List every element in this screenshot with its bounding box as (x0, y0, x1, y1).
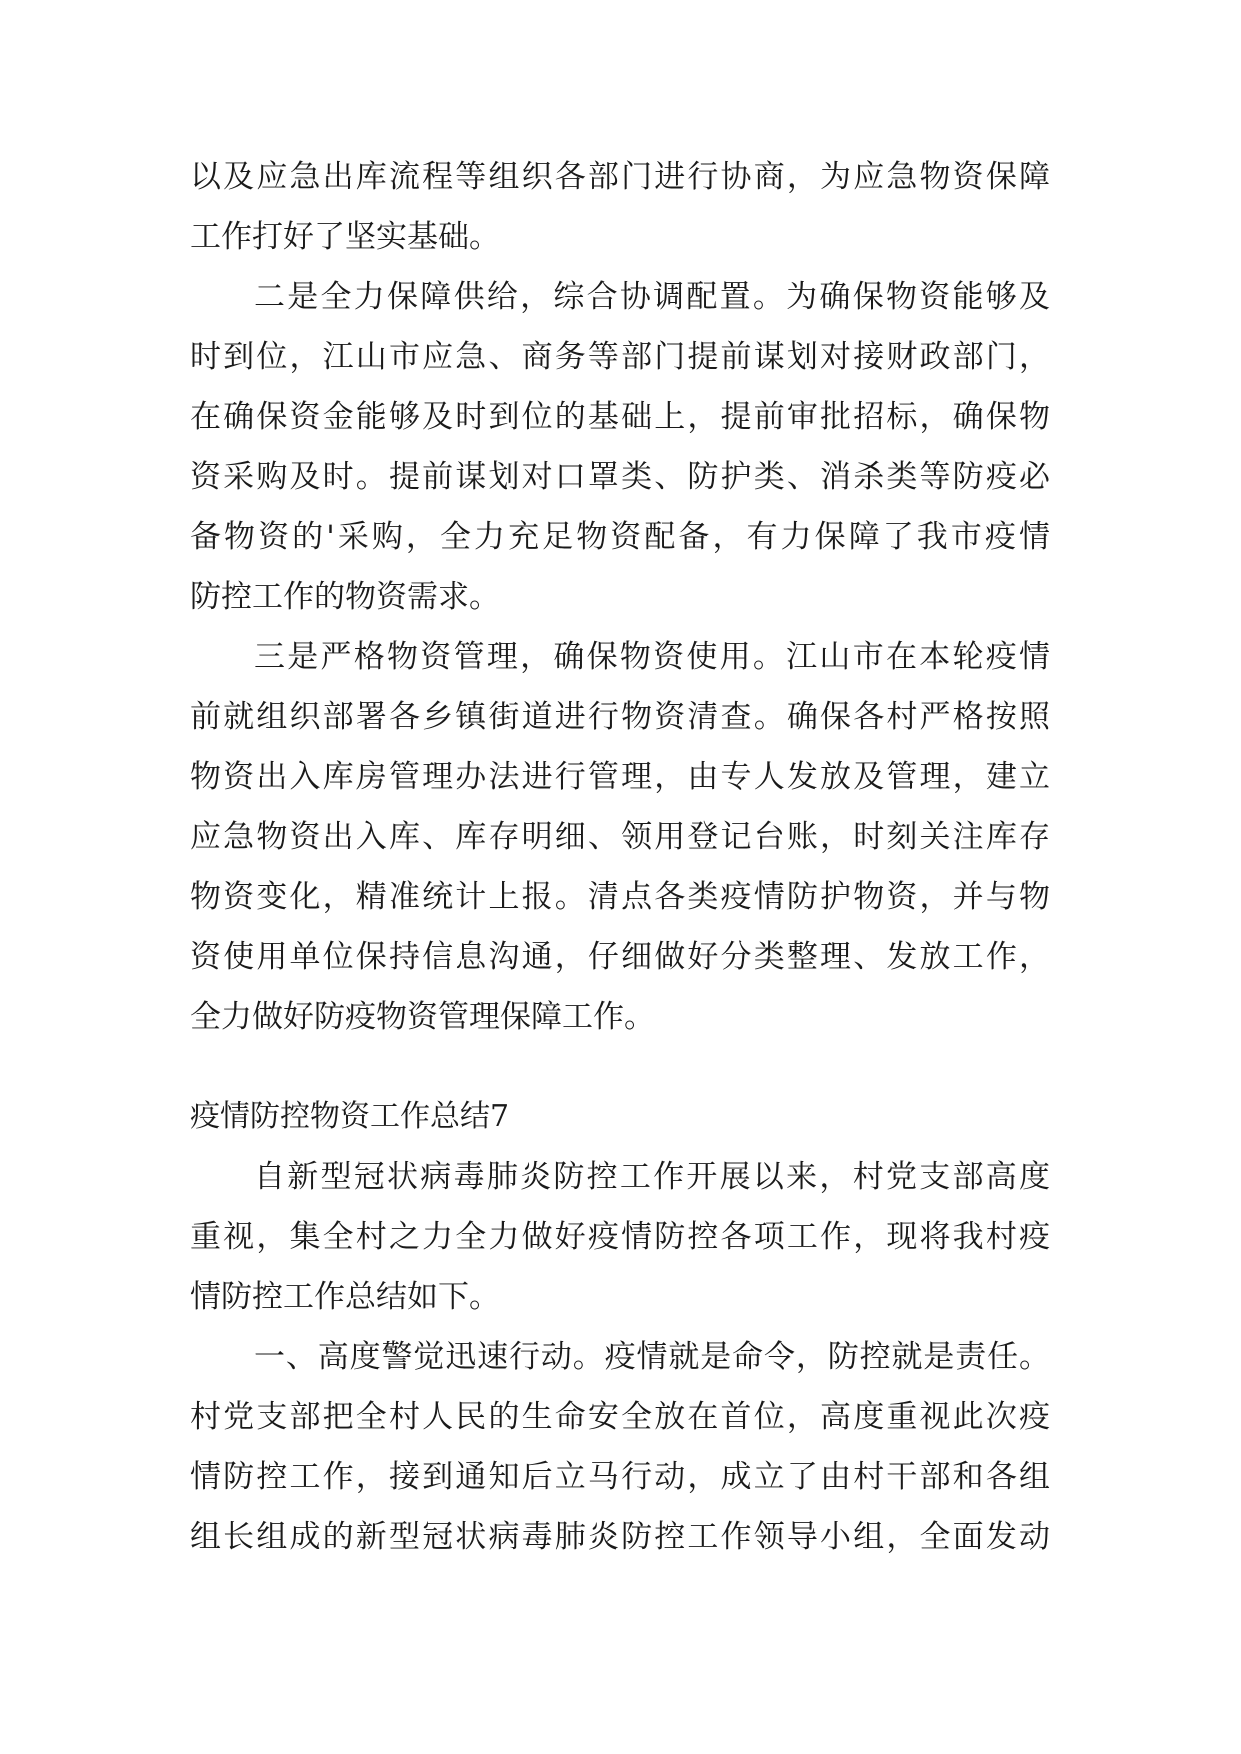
paragraph-line: 防控工作的物资需求。 (190, 579, 500, 615)
paragraph-line: 组长组成的新型冠状病毒肺炎防控工作领导小组，全面发动 (190, 1519, 1050, 1555)
paragraph-line: 一、高度警觉迅速行动。疫情就是命令，防控就是责任。 (254, 1339, 1050, 1375)
paragraph-line: 备物资的'采购，全力充足物资配备，有力保障了我市疫情 (190, 519, 1050, 555)
paragraph-line: 重视，集全村之力全力做好疫情防控各项工作，现将我村疫 (190, 1219, 1050, 1255)
paragraph-line: 物资出入库房管理办法进行管理，由专人发放及管理，建立 (190, 759, 1050, 795)
section-heading: 疫情防控物资工作总结7 (190, 1099, 510, 1134)
paragraph-line: 三是严格物资管理，确保物资使用。江山市在本轮疫情 (254, 639, 1050, 675)
paragraph-line: 资使用单位保持信息沟通，仔细做好分类整理、发放工作， (190, 939, 1050, 975)
paragraph-line: 二是全力保障供给，综合协调配置。为确保物资能够及 (254, 279, 1050, 315)
paragraph-line: 资采购及时。提前谋划对口罩类、防护类、消杀类等防疫必 (190, 459, 1050, 495)
paragraph-line: 时到位，江山市应急、商务等部门提前谋划对接财政部门， (190, 339, 1050, 375)
paragraph-line: 情防控工作，接到通知后立马行动，成立了由村干部和各组 (190, 1459, 1050, 1495)
paragraph-line: 自新型冠状病毒肺炎防控工作开展以来，村党支部高度 (254, 1159, 1050, 1195)
paragraph-line: 全力做好防疫物资管理保障工作。 (190, 999, 655, 1035)
paragraph-line: 工作打好了坚实基础。 (190, 219, 500, 255)
paragraph-line: 应急物资出入库、库存明细、领用登记台账，时刻关注库存 (190, 819, 1050, 855)
paragraph-line: 在确保资金能够及时到位的基础上，提前审批招标，确保物 (190, 399, 1050, 435)
paragraph-line: 前就组织部署各乡镇街道进行物资清查。确保各村严格按照 (190, 699, 1050, 735)
paragraph-line: 物资变化，精准统计上报。清点各类疫情防护物资，并与物 (190, 879, 1050, 915)
paragraph-line: 情防控工作总结如下。 (190, 1279, 500, 1315)
paragraph-line: 以及应急出库流程等组织各部门进行协商，为应急物资保障 (190, 159, 1050, 195)
paragraph-line: 村党支部把全村人民的生命安全放在首位，高度重视此次疫 (190, 1399, 1050, 1435)
